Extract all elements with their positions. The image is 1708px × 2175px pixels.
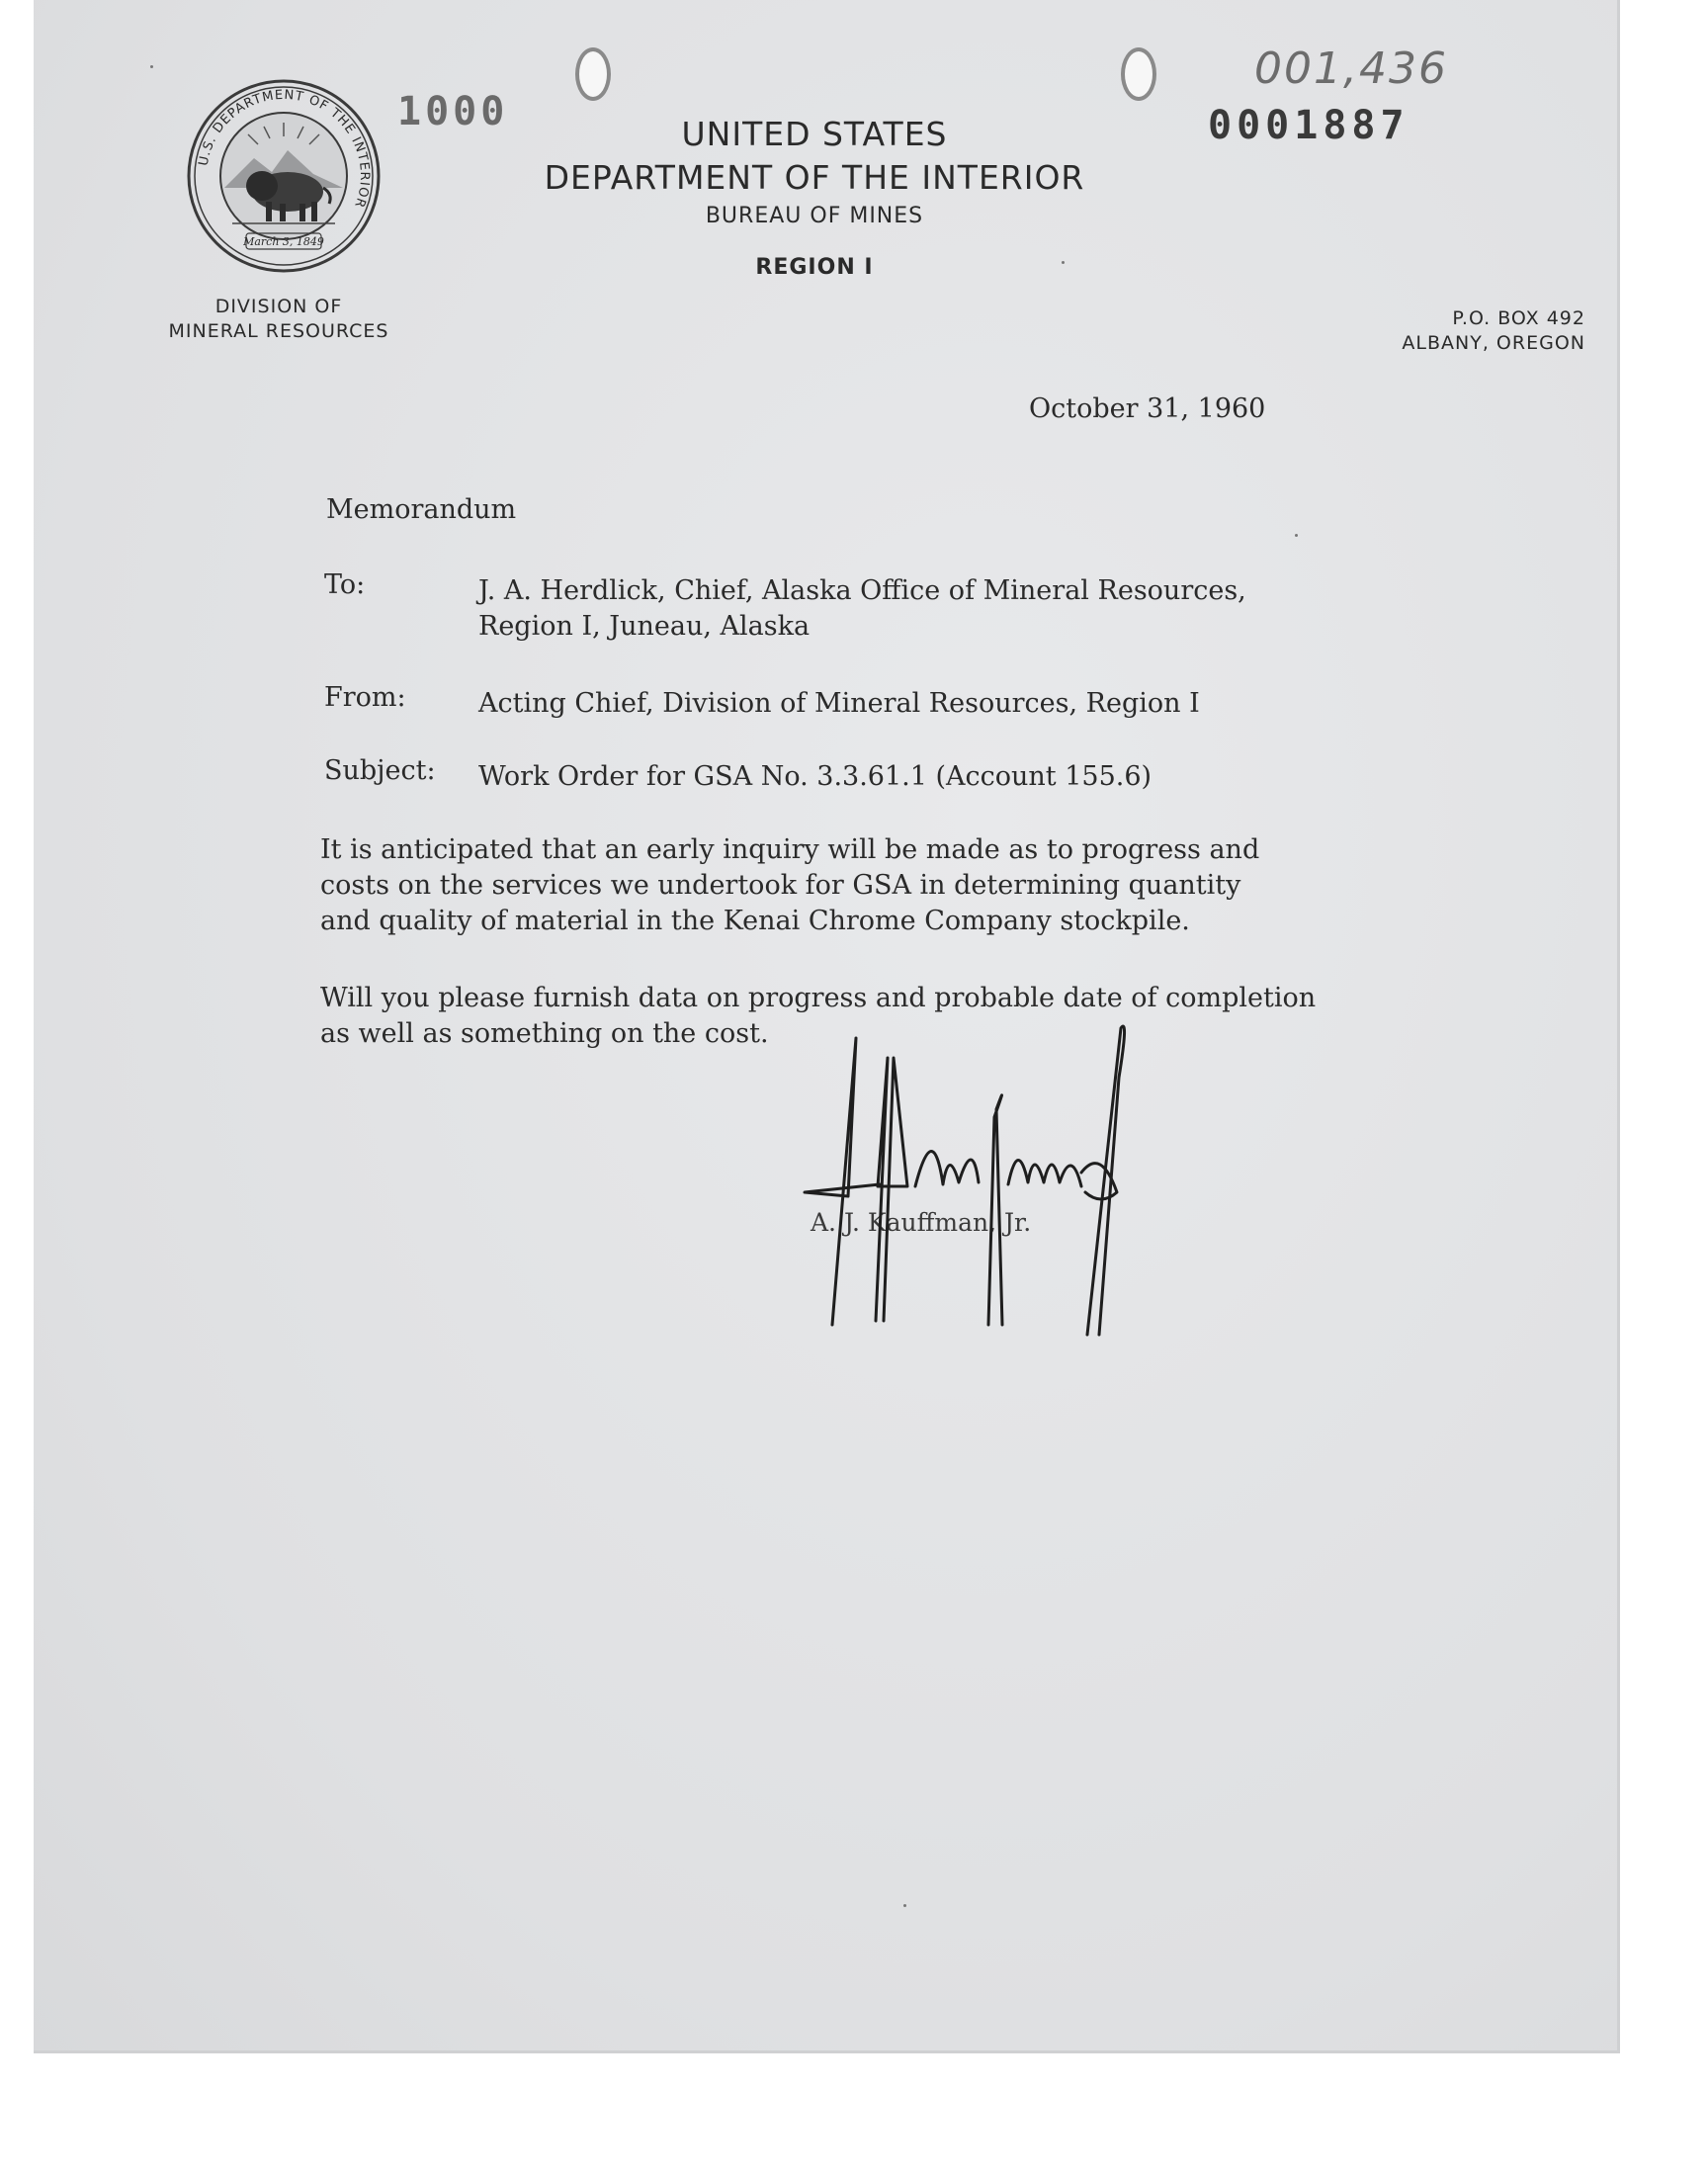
memo-date: October 31, 1960 — [1029, 393, 1266, 424]
letterhead-line2: DEPARTMENT OF THE INTERIOR — [544, 158, 1085, 197]
division-line2: MINERAL RESOURCES — [168, 320, 389, 342]
subject-label: Subject: — [324, 755, 436, 786]
letterhead-line1: UNITED STATES — [681, 115, 948, 153]
to-label: To: — [324, 569, 366, 600]
to-text — [478, 573, 1467, 645]
paragraph-1-line: and quality of material in the Kenai Chrome Company stockpile. — [320, 906, 1190, 936]
punch-hole-right — [1121, 47, 1156, 101]
stamped-document-number: 0001887 — [1208, 103, 1409, 148]
to-line2: Region I, Juneau, Alaska — [478, 611, 811, 642]
address-line1: P.O. BOX 492 — [1452, 307, 1585, 329]
paper-speck — [150, 65, 153, 68]
body-paragraph-1 — [320, 832, 1447, 939]
handwritten-signature — [785, 999, 1200, 1345]
seal-date-text: March 3, 1849 — [243, 235, 324, 248]
memo-title: Memorandum — [326, 494, 517, 525]
paragraph-2-line: Will you please furnish data on progress and probable date of completion — [320, 983, 1317, 1013]
paper-speck — [1062, 261, 1065, 264]
subject-text: Work Order for GSA No. 3.3.61.1 (Account 155.6) — [478, 761, 1153, 792]
paragraph-1-line: It is anticipated that an early inquiry will be made as to progress and — [320, 834, 1260, 865]
paper-speck — [903, 1904, 906, 1907]
address-line2: ALBANY, OREGON — [1402, 332, 1585, 354]
seal-ring-text: U.S. DEPARTMENT OF THE INTERIOR — [196, 87, 373, 211]
handwritten-file-number: 001,436 — [1254, 44, 1448, 94]
division-block — [150, 295, 407, 344]
address-block — [1299, 306, 1585, 356]
paper-speck — [1295, 534, 1298, 537]
to-line1: J. A. Herdlick, Chief, Alaska Office of Mineral Resources, — [478, 575, 1246, 606]
punch-hole-left — [575, 47, 611, 101]
from-text: Acting Chief, Division of Mineral Resources, Region I — [478, 688, 1200, 719]
department-seal — [185, 77, 383, 275]
partial-stamp: 1000 — [397, 89, 509, 134]
letterhead-line4: REGION I — [755, 255, 874, 280]
memo-page — [34, 0, 1620, 2053]
paragraph-2-line: as well as something on the cost. — [320, 1018, 769, 1049]
letterhead-line3: BUREAU OF MINES — [705, 204, 924, 228]
signatory-name: A. J. Kauffman, Jr. — [811, 1208, 1032, 1237]
from-label: From: — [324, 682, 406, 713]
paragraph-1-line: costs on the services we undertook for GSA in determining quantity — [320, 870, 1241, 901]
division-line1: DIVISION OF — [214, 296, 343, 317]
